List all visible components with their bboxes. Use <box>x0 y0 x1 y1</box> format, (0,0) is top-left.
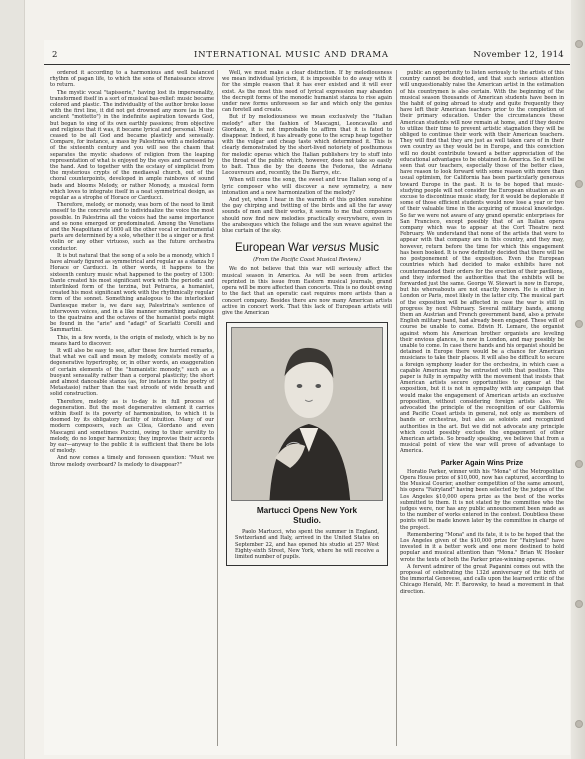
page-edge-shadow <box>0 0 25 759</box>
paragraph: It will also be easy to see, after these few hurried remarks, that what we call and mean by melody, consists mostly of a degenerative hypertrophy, or, in other words, an exaggeration of certain elements of the "humanistic monody," such as a buoyant sensuality rather than a corporal plasticity; the short and almost danceable stanza (as, for instance in the poetry of Metastasio) rather than the vast stroofe of wide breath and solid construction. <box>50 347 214 398</box>
paragraph: ordered it according to a harmonious and well balanced rhythm of pagan life, to which the sons of Renaissance strove to return. <box>50 70 214 89</box>
binding-hole <box>575 320 583 328</box>
issue-date: November 12, 1914 <box>473 50 564 60</box>
portrait-illustration <box>232 328 382 500</box>
magazine-page <box>44 40 570 755</box>
caption-title-line: Martucci Opens New York <box>256 506 358 516</box>
paragraph: We do not believe that this war will seriously affect the musical season in America. As will be seen from articles reprinted in this issue from Eastern musical journals, grand opera will be more affected than concerts. This is no doubt owing to the fact that an operatic cast requires more artists than a concert company. Besides there are now many American artists active in concert work. That this lack of European artists will give the American <box>222 266 392 316</box>
portrait-photo <box>231 327 383 501</box>
page-header <box>44 48 570 65</box>
column-middle <box>222 70 392 750</box>
paragraph: Remembering "Mona" and its fate, it is to be hoped that the Los Angeles given of the $10,000 prize for "Fairyland" have invested in it a better work and one more destined to hold popular and musical attention than "Mona." Brian W. Hooker wrote the texts of both the Parker prize-winning operas. <box>400 531 564 563</box>
photo-feature-box <box>226 322 388 566</box>
paragraph: A fervent admirer of the great Paganini comes out with the proposal of celebrating the 132d anniversary of the birth of the immortal Genovese, and calls upon the learned critic of the Chicago Herald, Mr. F. Barowsky, to head a movement in that direction. <box>400 563 564 595</box>
photo-caption-title <box>231 506 383 526</box>
column-divider-1 <box>217 70 218 746</box>
paragraph: And yet, when I hear in the warmth of this golden sunshine the gay chirping and twitting of the birds and all the far away sounds of men and their works, it seems to me that composers should now find new melodies practically everywhere, even in the arabesques which the foliage and the sun weave against the blue curtain of the sky. <box>222 197 392 235</box>
paragraph: But if by melodiousness we mean exclusively the "Italian melody" after the fashion of Mascagni, Leoncavallo and Giordano, it is not improbable to affirm that it is fated to disappear. Indeed, it has already gone to the scrap heap together with the vulgar and cheap taste which determined it. This is clearly demonstrated by the short-lived notoriety of posthumous for melodic operas which the Italian publishers try to stuff into the throat of the public which, however, does not take so easily to bait. Thus die by the dozens the Fedoras, the Adriana Lecouvreurs and, recently, the Du Barrys, etc. <box>222 114 392 177</box>
column-right <box>400 70 564 750</box>
binding-hole <box>575 720 583 728</box>
photo-caption: Paolo Martucci, who spent the summer in England, Switzerland and Italy, arrived in the United States on September 22, and has opened his studio at 257 West Eighty-sixth Street, New York, where he will receive a limited number of pupils. <box>235 529 379 560</box>
paragraph: This, in a few words, is the origin of melody, which is by no means hard to discover. <box>50 334 214 347</box>
binding-hole <box>575 460 583 468</box>
headline-part: Music <box>348 242 380 255</box>
publication-title: INTERNATIONAL MUSIC AND DRAMA <box>194 50 389 60</box>
paragraph: Horatio Parker, winner with his "Mona" of the Metropolitan Opera House prize of $10,000, now has captured, according to the Musical Courier, another competition of the same amount, his opera "Fairyland" having been selected by the judges of the Los Angeles $10,000 opera prize as the best of the works submitted to them. It is not stated by the committee who the judges were, nor has any public announcement been made as to the number of works entered in the contest. Doubtless these points will be made known later by the committee in charge of the project. <box>400 468 564 531</box>
page-number: 2 <box>52 50 58 60</box>
paragraph: When will come the song, the sweet and true Italian song of a lyric composer who will discover a new symmetry, a new intonation and a new harmonization of the melody? <box>222 177 392 196</box>
headline-part: versus <box>311 242 346 255</box>
paragraph: Therefore, melody as is to-day is in full process of degeneration. But the most degenerative element it carries within itself is its poverty of harmonization, to which it is doomed by its obligatory facility of intuition. Many of our modern composers, such as Cilea, Giordano and even Mascagni and sometimes Puccini, owing to their servility to melody, do no longer harmonize; they improvise their accords by ear—anyway to the public it is sufficient that there be lots of melody. <box>50 398 214 455</box>
headline-part: European War <box>234 242 309 255</box>
binding-hole <box>575 600 583 608</box>
binding-hole <box>575 180 583 188</box>
column-left <box>50 70 214 750</box>
article-source: (From the Pacific Coast Musical Review.) <box>253 257 361 264</box>
binding-hole <box>575 40 583 48</box>
paragraph: Well, we must make a clear distinction. If by melodiousness we mean individual lyricism, it is impossible to do away with it for the simple reason that it has ever existed and it will ever exist. As the most this need of lyrical expression may abandon the decrepit forms of the monodic humanist stanza to rise again under new forms unforeseen so far and which only the genius can foretell and create. <box>222 70 392 114</box>
paragraph: And now comes a timely and foreseen question: "Must we throw melody overboard? Is melody to disappear?" <box>50 455 214 468</box>
binding-edge <box>571 0 585 759</box>
paragraph: The mystic vocal "tapisserie," having lost its impersonality, transformed itself in a sort of musical bas-relief: music became colored and plastic. The individuality of the author broke loose with the first line, it did not get drowned any more (as in the ancient "mottetto") in the indefinite aspiration towards God, but began to sing of its own earthly passions; from objective and religious that it was, it became lyrical and personal. Music ceased to be all God and became plasticly and sensually. Compare, for instance, a mass by Palestrina with a melodrama of the sixteenth century and you will see the chasm that separates the mystic shadows of religion from the leaping representation of what is enjoyed by the eyes and caressed by the hand. And to together with the ecstasy of simplicist from the mysterious crypts of the mediaeval church, out of the choral counterpoints, developed in ample rainbows of sound bads and blooms Melody, or rather Monody, a musical form which loves to integrate itself in a neat symmetrical design, as regular as a strophe of Horace or Carducci. <box>50 89 214 202</box>
article-headline-parker: Parker Again Wins Prize <box>440 457 524 467</box>
paragraph: It is but natural that the song of a solo be a monody, which I have already figured as symmetrical and regular as a stanza by Horace or Carducci. In other words, it happens to the sixteenth century music what happened to the poetry of 1300: Dante created his most significant work with the periodic and interlinked form of the terzina, but Petrarca, a humanist, created his most significant work with the rhythmically regular form of the sonnet. Something analogous to the interlocked Dantesque meter is, we dare say, Palestrina's sentence of interwoven voices, and in a like manner something analogous to the quatrains and the octaves of the humanist poets might be found in the "arie" and "adagi" of Scarlatti Corelli and Sammartini. <box>50 252 214 334</box>
caption-title-line: Studio. <box>293 516 321 526</box>
paragraph: Therefore, melody, or monody, was born of the need to limit oneself to the concrete and to individualize the voice the most possible. In Palestrina all the voices had the same importance and so none emerged or predominated. Among the Venetians and the Neapolitans of 1600 all the other vocal or instrumental parts are determined by a solo, whether it be a singer or a first violin or any other virtuoso, such as the future orchestra conductor. <box>50 202 214 252</box>
paragraph: public an opportunity to listen seriously to the artists of this country cannot be doubted, and that such serious attention will unquestionably raise the American artist in the estimation of his countrymen is also certain. With the beginning of the musical season thousands of American students have been in the habit of going abroad to study and quite frequently they have left their American teachers prior to the completion of their primary education. Under the circumstances these American students will now remain at home, and if they desire to utilize their time to prevent artistic stagnation they will be obliged to continue their work with their American teachers. They will find that they are just as well taken care of in their own country as they would be in Europe, and this conviction will no doubt contribute toward a better appreciation of the educational advantages to be obtained in America. So it will be seen that our teachers, especially those of the better class, have reason to look forward with some reason with more than usual optimism, for California has been particularly generous toward Europe in the past. It is to be hoped that music-studying people will not consider the European situation as an excuse to discontinue music study, for it would be deplorable if some of those efficient students would now lose a year or two of their valuable time in the acquiring of musical knowledge. So far we were not aware of any grand operatic enterprises for San Francisco, except possibly that of an Italian opera company which was to appear at the Cort Theatre next February. We understand that none of the artists that were to appear with that company are in this country, and they may, however, return before the time for which this engagement has been booked. It is now definitely decided that there will be no postponement of the exposition. Even the European countries which had decided to make exhibits have not countermanded their orders for the erection of their pavilions, and they informed the authorities that the exhibits will be forwarded just the same. George W. Stewart is now in Europe, but his whereabouts are not exactly known. He is either in London or Paris, most likely in the latter city. The musical part of the exposition will be affected in case the war is still in progress by next February. Several military bands, among them an Austrian and French government band, also a private English military band, had already been engaged. These will of course be unable to come. Edwin H. Lemare, the organist against whom his American brother organists are leveling their envious glances, is now in London, and may possibly be unable to come. In case there hands and his organist should be detained in Europe there would be a chance for American musicians to take their places. It will also be difficult to secure a foreign symphony leader for the orchestra, in which case a capable American may be entrusted with that position. This paper is fully in sympathy with the movement that insists that American artists secure opportunities to appear at the exposition, but it is not in sympathy with any campaign that would make the engagement of American artists an exclusive proposition, without considering foreign artists also. We advocated the principle of the recognition of our California and Pacific Coast artists in general, not only as members of bands or orchestras, but also as soloists and recognized authorities in the art. But we did not advocate any principle which could possibly exclude the engagement of other American artists. So broadly speaking, we believe that from a musical point of view the war will prove of advantage to America. <box>400 70 564 455</box>
article-headline-european-war <box>222 242 392 255</box>
column-divider-2 <box>396 70 397 746</box>
